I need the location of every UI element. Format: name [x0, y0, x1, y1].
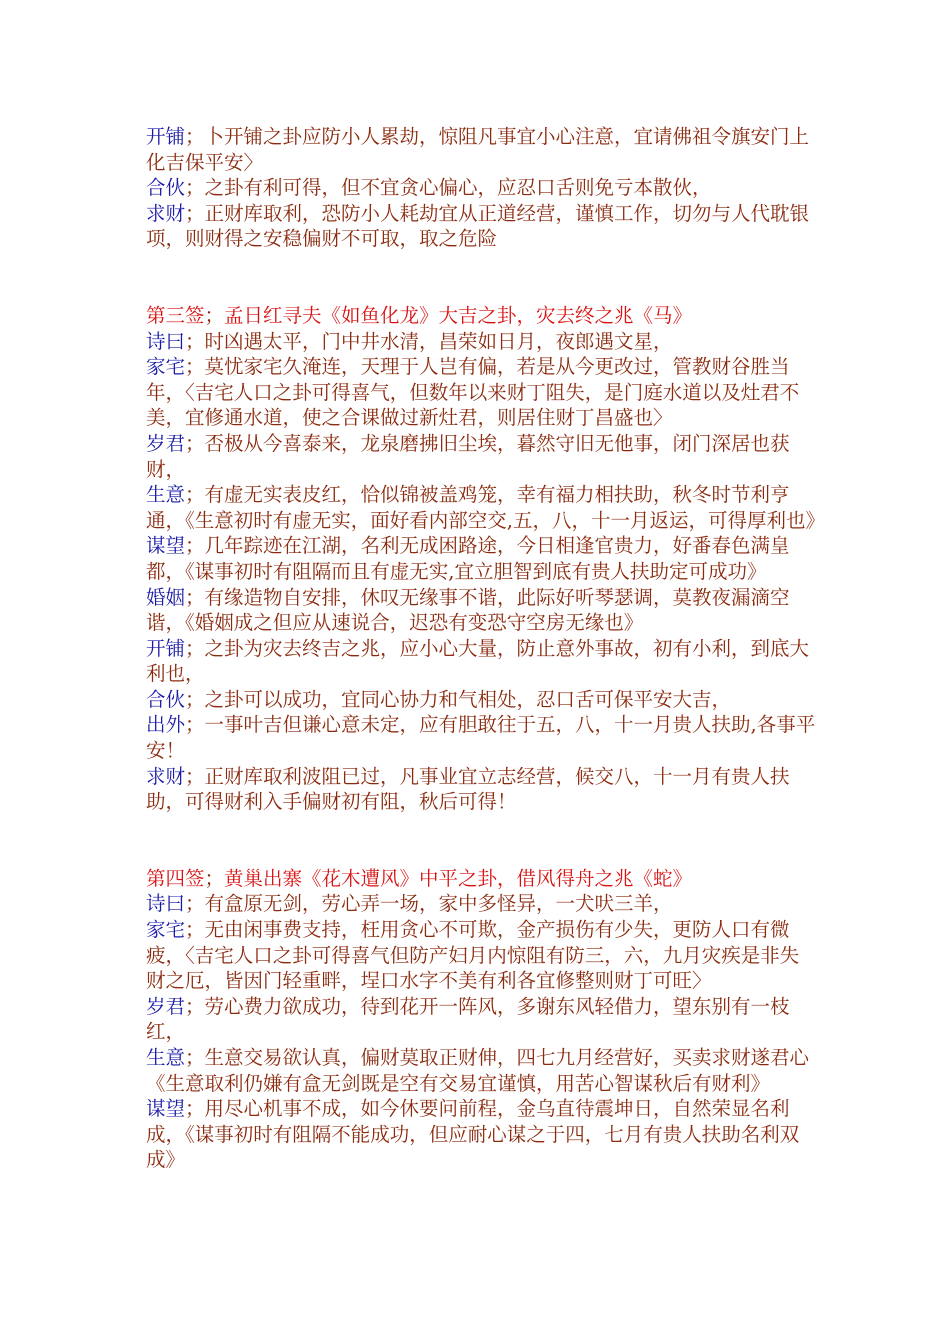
- entry-label: 合伙: [146, 176, 186, 200]
- entry-paragraph: [146, 431, 816, 482]
- entry-text: 正财库取利波阻已过，凡事业宜立志经营，候交八，十一月有贵人扶助，可得财利入手偏财初有阻，秋后可得！: [146, 764, 790, 814]
- entry-text: 孟日红寻夫《如鱼化龙》大吉之卦，灾去终之兆《马》: [224, 303, 693, 327]
- entry-separator: ；: [185, 687, 205, 711]
- section-block: [146, 303, 825, 815]
- entry-label: 诗曰: [146, 892, 186, 916]
- entry-separator: ；: [204, 866, 225, 890]
- entry-label: 开铺: [146, 636, 186, 660]
- entry-separator: ；: [185, 994, 205, 1018]
- entry-label: 诗曰: [146, 329, 186, 353]
- entry-label: 求财: [146, 201, 186, 225]
- entry-text: 一事叶吉但谦心意未定，应有胆敢往于五，八，十一月贵人扶助,各事平安！: [146, 713, 816, 763]
- section-block: [146, 124, 816, 252]
- entry-paragraph: [146, 585, 816, 636]
- entry-separator: ；: [185, 534, 205, 558]
- entry-text: 之卦为灾去终吉之兆，应小心大量，防止意外事故，初有小利，到底大利也，: [146, 636, 810, 686]
- entry-label: 第三签: [146, 303, 205, 327]
- entry-separator: ；: [185, 125, 205, 148]
- section-gap: [146, 252, 816, 303]
- entry-label: 家宅: [146, 918, 186, 942]
- entry-text: 卜开铺之卦应防小人累劫，惊阻凡事宜小心注意，宜请佛祖令旗安门上化吉保平安〉: [146, 125, 810, 174]
- entry-paragraph: [146, 712, 816, 763]
- entry-text: 有虚无实表皮红，恰似锦被盖鸡笼，幸有福力相扶助，秋冬时节利亨通，《生意初时有虚无实，面好看内部空交,五，八，十一月返运，可得厚利也》: [146, 483, 825, 532]
- entry-label: 第四签: [146, 866, 205, 890]
- entry-paragraph: [146, 201, 816, 252]
- entry-label: 出外: [146, 713, 186, 737]
- entry-text: 几年踪迹在江湖，名利无成困路途，今日相逢官贵力，好番春色满皇都，《谋事初时有阻隔而且有虚无实,宜立胆智到底有贵人扶助定可成功》: [146, 534, 790, 583]
- entry-paragraph: [146, 866, 816, 892]
- entry-label: 合伙: [146, 687, 186, 711]
- entry-label: 岁君: [146, 994, 186, 1018]
- entry-paragraph: [146, 175, 816, 201]
- entry-text: 无由闲事费支持，枉用贪心不可欺，金产损伤有少失，更防人口有微疲，〈吉宅人口之卦可得喜气但防产妇月内惊阻有防三，六，九月灾疾是非失财之厄，皆因门轻重畔，埕口水字不美有利各宜修整则财丁可旺〉: [146, 918, 800, 993]
- entry-separator: ；: [185, 1097, 205, 1121]
- section-block: [146, 866, 816, 1173]
- entry-text: 正财库取利，恐防小人耗劫宜从正道经营，谨慎工作，切勿与人代耽银项，则财得之安稳偏财不可取，取之危险: [146, 201, 810, 251]
- section-gap: [146, 815, 816, 866]
- entry-paragraph: [146, 917, 816, 994]
- entry-text: 黄巢出寨《花木遭风》中平之卦，借风得舟之兆《蛇》: [224, 866, 693, 890]
- entry-text: 之卦有利可得，但不宜贪心偏心，应忍口舌则免亏本散伙，: [204, 176, 712, 200]
- entry-separator: ；: [185, 201, 205, 225]
- entry-separator: ；: [185, 892, 205, 916]
- entry-paragraph: [146, 124, 816, 175]
- entry-label: 婚姻: [146, 585, 186, 609]
- entry-paragraph: [146, 533, 816, 584]
- entry-label: 生意: [146, 1046, 186, 1069]
- entry-separator: ；: [185, 176, 205, 200]
- entry-text: 有缘造物自安排，休叹无缘事不谐，此际好听琴瑟调，莫教夜漏滴空谐，《婚姻成之但应从速说合，迟恐有变恐守空房无缘也》: [146, 585, 790, 635]
- entry-separator: ；: [185, 713, 205, 737]
- entry-separator: ；: [185, 483, 205, 507]
- entry-text: 生意交易欲认真，偏财莫取正财伸，四七九月经营好，买卖求财遂君心《生意取利仍嫌有盒无剑既是空有交易宜谨慎，用苦心智谋秋后有财利》: [146, 1046, 810, 1095]
- entry-label: 开铺: [146, 125, 186, 148]
- entry-paragraph: [146, 482, 825, 533]
- document-page: [146, 124, 825, 1173]
- entry-text: 莫忧家宅久淹连，天理于人岂有偏，若是从今更改过，管教财谷胜当年，〈吉宅人口之卦可得喜气，但数年以来财丁阻失，是门庭水道以及灶君不美，宜修通水道，使之合课做过新灶君，则居住财丁昌盛也〉: [146, 355, 800, 430]
- entry-text: 劳心费力欲成功，待到花开一阵风，多谢东风轻借力，望东别有一枝红，: [146, 994, 790, 1044]
- entry-separator: ；: [204, 303, 225, 327]
- entry-paragraph: [146, 994, 816, 1045]
- entry-separator: ；: [185, 329, 205, 353]
- entry-text: 时凶遇太平，门中井水清，昌荣如日月，夜郎遇文星，: [204, 329, 673, 353]
- entry-separator: ；: [185, 1046, 205, 1069]
- entry-label: 求财: [146, 764, 186, 788]
- entry-separator: ；: [185, 636, 205, 660]
- entry-paragraph: [146, 303, 816, 329]
- entry-paragraph: [146, 354, 816, 431]
- entry-text: 用尽心机事不成，如今休要问前程，金乌直待震坤日，自然荣显名利成，《谋事初时有阻隔不能成功，但应耐心谋之于四，七月有贵人扶助名利双成》: [146, 1097, 800, 1172]
- entry-paragraph: [146, 687, 816, 713]
- entry-separator: ；: [185, 355, 205, 379]
- entry-label: 家宅: [146, 355, 186, 379]
- entry-paragraph: [146, 329, 816, 355]
- entry-paragraph: [146, 764, 816, 815]
- entry-paragraph: [146, 1045, 816, 1096]
- entry-text: 有盒原无剑，劳心弄一场，家中多怪异，一犬吠三羊，: [204, 892, 673, 916]
- entry-text: 否极从今喜泰来，龙泉磨拂旧尘埃，暮然守旧无他事，闭门深居也获财，: [146, 431, 790, 481]
- entry-label: 生意: [146, 483, 186, 507]
- entry-label: 谋望: [146, 1097, 186, 1121]
- entry-separator: ；: [185, 764, 205, 788]
- entry-label: 谋望: [146, 534, 186, 558]
- entry-label: 岁君: [146, 431, 186, 455]
- entry-paragraph: [146, 636, 816, 687]
- entry-paragraph: [146, 1096, 816, 1173]
- entry-separator: ；: [185, 431, 205, 455]
- entry-separator: ；: [185, 918, 205, 942]
- entry-separator: ；: [185, 585, 205, 609]
- entry-text: 之卦可以成功，宜同心协力和气相处，忍口舌可保平安大吉，: [204, 687, 732, 711]
- entry-paragraph: [146, 891, 816, 917]
